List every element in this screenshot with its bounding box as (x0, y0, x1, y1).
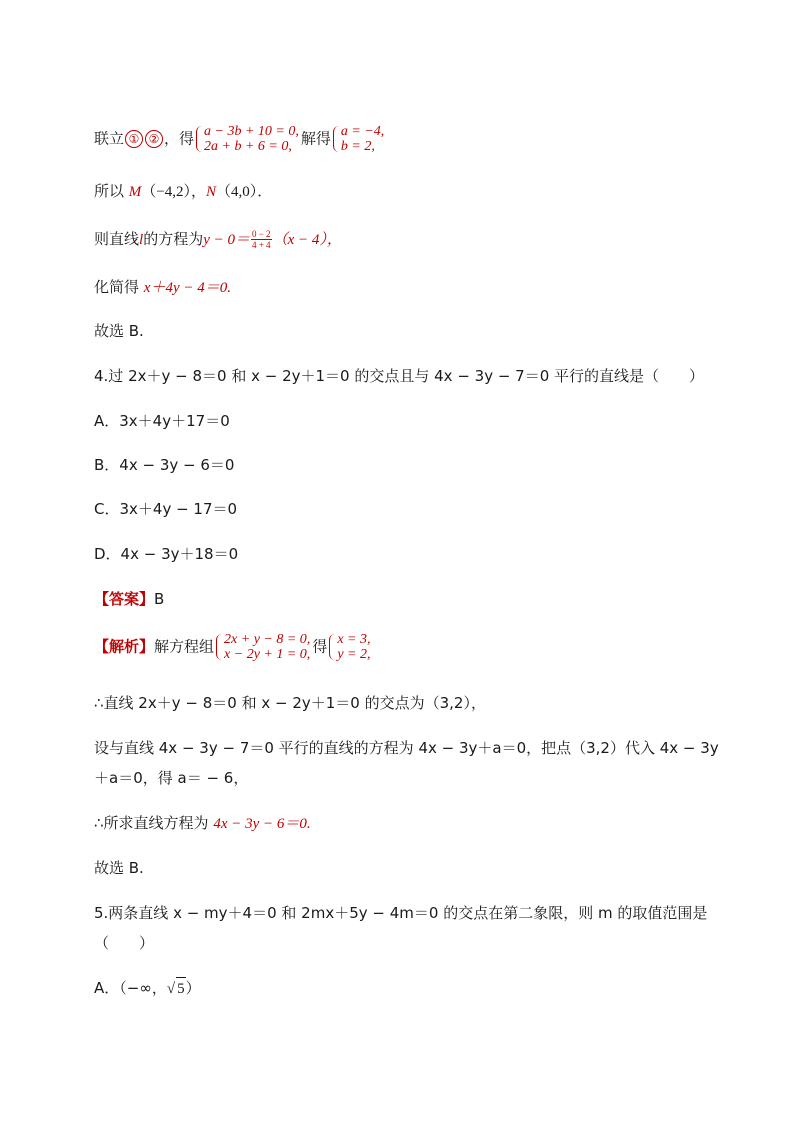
sqrt-radicand: 5 (176, 977, 186, 1000)
option-c: C．3x＋4y − 17＝0 (94, 500, 238, 518)
question-4: 4.过 2x＋y − 8＝0 和 x − 2y＋1＝0 的交点且与 4x − 3y − 7＝0 平行的直线是（ ） (94, 367, 705, 385)
text-segment: 解方程组 (154, 637, 215, 656)
fraction-numerator: 0 − 2 (251, 229, 271, 239)
fraction (251, 229, 272, 250)
text-segment: 化简得 (94, 278, 140, 296)
fraction-denominator: 4 + 4 (251, 240, 271, 250)
answer-tag: 【答案】 (94, 590, 155, 608)
text-segment: A．（−∞， (94, 979, 167, 997)
analysis-tag: 【解析】 (94, 637, 155, 656)
answer-line (94, 588, 164, 610)
analysis-step-1: ∴直线 2x＋y − 8＝0 和 x − 2y＋1＝0 的交点为（3,2）， (94, 694, 486, 712)
system-row: y = 2, (337, 647, 371, 662)
option-b: B．4x − 3y − 6＝0 (94, 456, 235, 474)
analysis-line (94, 632, 373, 662)
equation-system-3 (216, 632, 310, 662)
equation-system-2 (333, 124, 384, 154)
text-segment: ） (185, 979, 201, 997)
text-segment: 联立 (94, 129, 125, 148)
point-n-coord: （4,0）． (216, 184, 273, 200)
line-l-label: l (139, 232, 144, 248)
system-row: x = 3, (337, 632, 371, 647)
equation-system-4 (329, 632, 370, 662)
option-d: D．4x − 3y＋18＝0 (94, 545, 239, 563)
system-row: 2x + y − 8 = 0, (224, 632, 311, 647)
question-5: 5.两条直线 x − my＋4＝0 和 2mx＋5y − 4m＝0 的交点在第二象限，则 m 的取值范围是 (94, 904, 708, 922)
equation-part: （x − 4）， (272, 232, 342, 248)
circled-number-2: ② (145, 130, 163, 148)
system-row: a − 3b + 10 = 0, (204, 124, 299, 139)
q5-option-a: A．（−∞，√ 5） (94, 977, 201, 1000)
solution-line-2 (94, 180, 272, 203)
text-segment: 解得 (300, 129, 331, 148)
equation-system-1 (196, 124, 299, 154)
point-m-label: M (128, 184, 142, 200)
solution-line-3 (94, 228, 342, 251)
solution-line-1 (94, 124, 386, 154)
text-segment: 得 (312, 637, 328, 656)
analysis-step-2a: 设与直线 4x − 3y − 7＝0 平行的直线的方程为 4x − 3y＋a＝0，把点（3,2）代入 4x − 3y (94, 739, 719, 757)
point-n-label: N (206, 184, 217, 200)
equation-part: y − 0＝ (203, 232, 250, 248)
circled-number-1: ① (125, 130, 143, 148)
analysis-step-3 (94, 812, 311, 835)
solution-line-4 (94, 276, 231, 299)
point-m-coord: （−4,2）， (141, 184, 207, 200)
text-segment: 则直线 (94, 230, 140, 248)
system-row: 2a + b + 6 = 0, (204, 139, 292, 154)
text-segment: ∴所求直线方程为 (94, 814, 209, 832)
system-row: b = 2, (340, 139, 375, 154)
question-5-paren: （ ） (94, 934, 155, 952)
text-segment: ，得 (164, 129, 195, 148)
system-row: x − 2y + 1 = 0, (224, 647, 311, 662)
analysis-step-4: 故选 B. (94, 859, 144, 877)
equation: x＋4y − 4＝0. (143, 280, 231, 296)
system-row: a = −4, (340, 124, 385, 139)
solution-line-5: 故选 B. (94, 322, 144, 340)
option-a: A．3x＋4y＋17＝0 (94, 412, 230, 430)
text-segment: 所以 (94, 182, 125, 200)
answer-value: B (154, 590, 165, 608)
text-segment: 的方程为 (143, 230, 204, 248)
analysis-step-2b: ＋a＝0，得 a＝ − 6， (94, 769, 249, 787)
equation: 4x − 3y − 6＝0. (213, 816, 311, 832)
